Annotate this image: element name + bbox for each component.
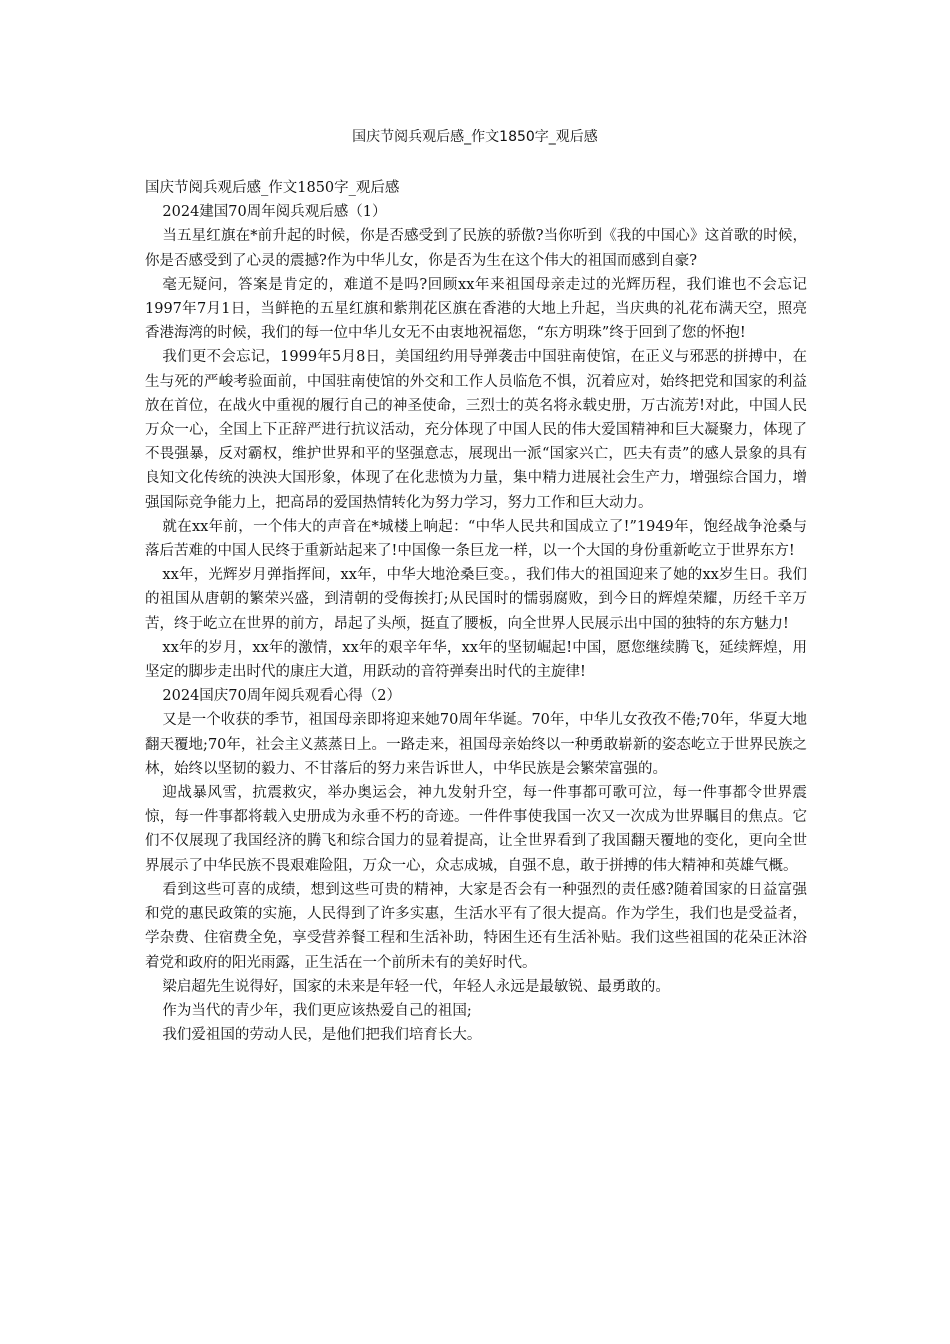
body-heading: 国庆节阅兵观后感_作文1850字_观后感 (145, 180, 400, 196)
paragraph: xx年的岁月，xx年的激情，xx年的艰辛年华，xx年的坚韧崛起!中国，愿您继续腾飞，延续辉煌，用坚定的脚步走出时代的康庄大道，用跃动的音符弹奏出时代的主旋律! (145, 639, 807, 681)
document-title: 国庆节阅兵观后感_作文1850字_观后感 (352, 129, 598, 145)
paragraph: 当五星红旗在*前升起的时候，你是否感受到了民族的骄傲?当你听到《我的中国心》这首歌的时候，你是否感受到了心灵的震撼?作为中华儿女，你是否为生在这个伟大的祖国而感到自豪? (145, 228, 807, 269)
paragraph: 我们更不会忘记，1999年5月8日，美国纽约用导弹袭击中国驻南使馆，在正义与邪恶的拼搏中，在生与死的严峻考验面前，中国驻南使馆的外交和工作人员临危不惧，沉着应对，始终把党和国家的利益放在首位，在战火中重视的履行自己的神圣使命，三烈士的英名将永载史册，万古流芳!对此，中国人民万众一心，全国上下正辞严进行抗议活动，充分体现了中国人民的伟大爱国精神和巨大凝聚力，体现了不畏强暴，反对霸权，维护世界和平的坚强意志，展现出一派“国家兴亡，匹夫有责”的感人景象的具有良知文化传统的泱泱大国形象，体现了在化悲愤为力量，集中精力进展社会生产力，增强综合国力，增强国际竞争能力上，把高昂的爱国热情转化为努力学习，努力工作和巨大动力。 (145, 349, 807, 511)
section-heading-1: 2024建国70周年阅兵观后感（1） (162, 204, 387, 221)
paragraph: 看到这些可喜的成绩，想到这些可贵的精神，大家是否会有一种强烈的责任感?随着国家的日益富强和党的惠民政策的实施，人民得到了许多实惠，生活水平有了很大提高。作为学生，我们也是受益者，学杂费、住宿费全免，享受营养餐工程和生活补助，特困生还有生活补贴。我们这些祖国的花朵正沐浴着党和政府的阳光雨露，正生活在一个前所未有的美好时代。 (145, 881, 807, 971)
paragraph: 毫无疑问，答案是肯定的，难道不是吗?回顾xx年来祖国母亲走过的光辉历程，我们谁也不会忘记1997年7月1日，当鲜艳的五星红旗和紫荆花区旗在香港的大地上升起，当庆典的礼花布满天空，照亮香港海湾的时候，我们的每一位中华儿女无不由衷地祝福您，“东方明珠”终于回到了您的怀抱! (145, 276, 807, 342)
section-heading-2: 2024国庆70周年阅兵观看心得（2） (162, 688, 401, 705)
paragraph: 我们爱祖国的劳动人民，是他们把我们培育长大。 (162, 1027, 482, 1044)
paragraph: 又是一个收获的季节，祖国母亲即将迎来她70周年华诞。70年，中华儿女孜孜不倦;70年，华夏大地翻天覆地;70年，社会主义蒸蒸日上。一路走来，祖国母亲始终以一种勇敢崭新的姿态屹立于世界民族之林，始终以坚韧的毅力、不甘落后的努力来告诉世人，中华民族是会繁荣富强的。 (145, 712, 807, 777)
document-body (145, 176, 807, 1047)
paragraph: 就在xx年前，一个伟大的声音在*城楼上响起：“中华人民共和国成立了!”1949年，饱经战争沧桑与落后苦难的中国人民终于重新站起来了!中国像一条巨龙一样，以一个大国的身份重新屹立于世界东方! (145, 518, 807, 560)
paragraph: xx年，光辉岁月弹指挥间，xx年，中华大地沧桑巨变。，我们伟大的祖国迎来了她的xx岁生日。我们的祖国从唐朝的繁荣兴盛，到清朝的受侮挨打;从民国时的懦弱腐败，到今日的辉煌荣耀，历经千辛万苦，终于屹立在世界的前方，昂起了头颅，挺直了腰板，向全世界人民展示出中国的独特的东方魅力! (145, 567, 807, 632)
paragraph: 迎战暴风雪，抗震救灾，举办奥运会，神九发射升空，每一件事都可歌可泣，每一件事都令世界震惊，每一件事都将载入史册成为永垂不朽的奇迹。一件件事使我国一次又一次成为世界瞩目的焦点。它们不仅展现了我国经济的腾飞和综合国力的显着提高，让全世界看到了我国翻天覆地的变化，更向全世界展示了中华民族不畏艰难险阻，万众一心，众志成城，自强不息，敢于拼搏的伟大精神和英雄气概。 (145, 785, 807, 874)
paragraph: 作为当代的青少年，我们更应该热爱自己的祖国; (162, 1002, 472, 1019)
paragraph: 梁启超先生说得好，国家的未来是年轻一代，年轻人永远是最敏锐、最勇敢的。 (162, 978, 670, 995)
